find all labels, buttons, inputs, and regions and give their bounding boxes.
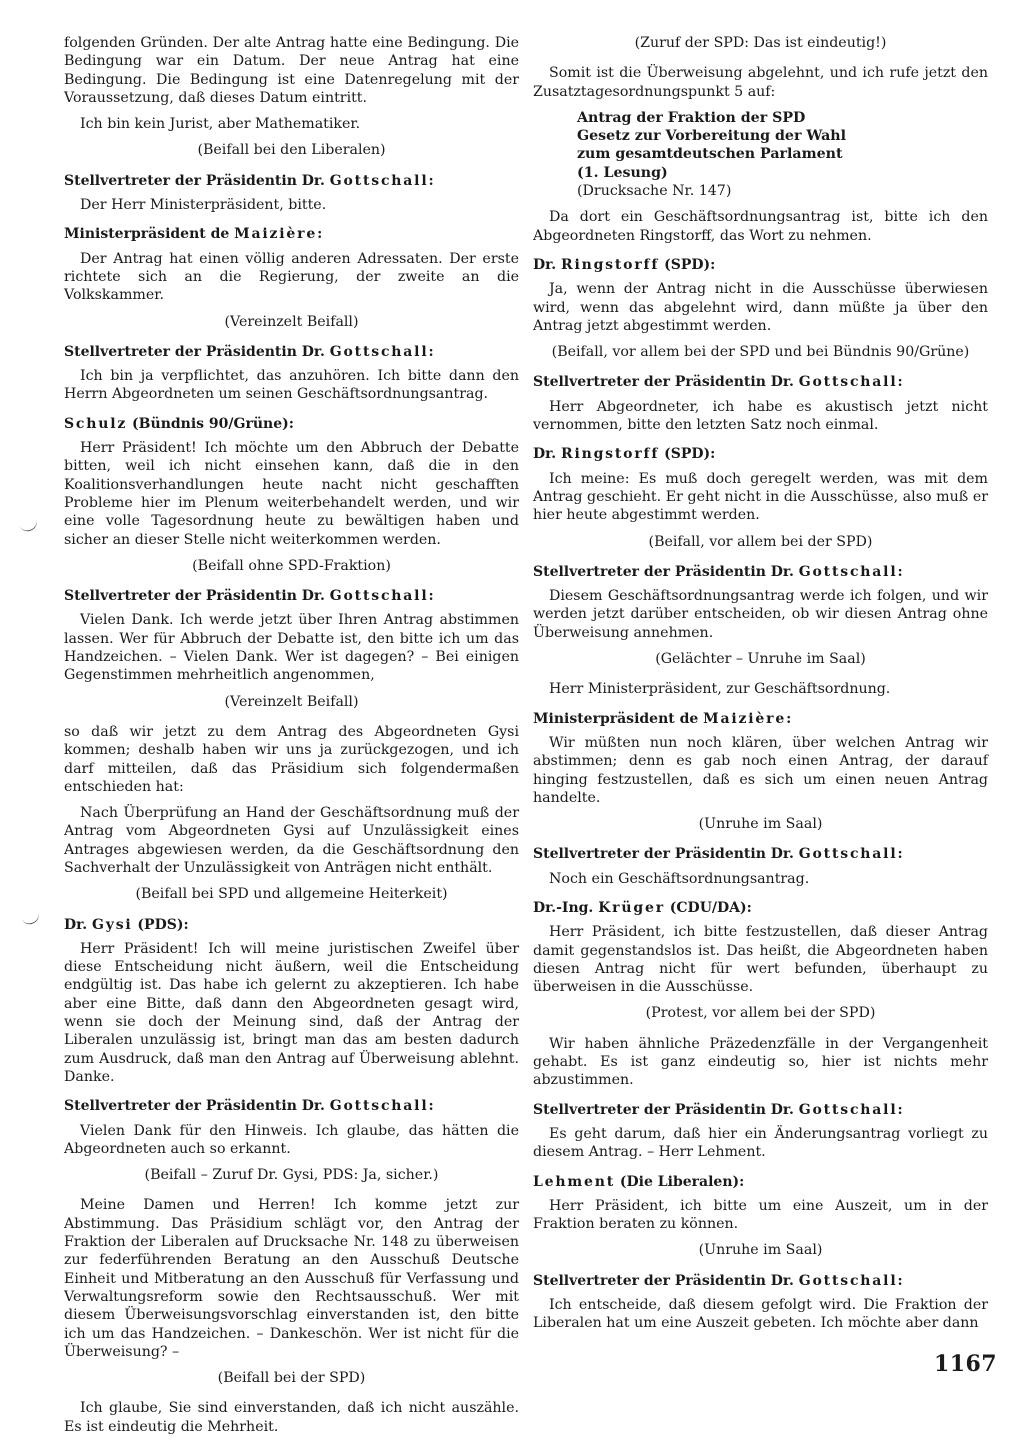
speaker-suffix: :: [428, 1098, 434, 1115]
paragraph: Es geht darum, daß hier ein Änderungsantrag vorliegt zu diesem Antrag. – Herr Lehment.: [533, 1125, 988, 1161]
speaker-suffix: :: [897, 1101, 903, 1118]
speaker-role: Stellvertreter der Präsidentin Dr.: [64, 343, 325, 360]
speaker-heading: [64, 172, 519, 190]
agenda-item-line: (1. Lesung): [577, 164, 668, 181]
speaker-heading: [533, 1272, 988, 1290]
agenda-item-line: zum gesamtdeutschen Parlament: [577, 146, 843, 163]
reaction-note: (Vereinzelt Beifall): [224, 313, 359, 330]
paragraph: Herr Abgeordneter, ich habe es akustisch jetzt nicht vernommen, bitte den letzten Satz noch einmal.: [533, 398, 988, 434]
speaker-suffix: (Bündnis 90/Grüne):: [127, 415, 294, 432]
speaker-role: Stellvertreter der Präsidentin Dr.: [533, 563, 794, 580]
agenda-item-line: Antrag der Fraktion der SPD: [577, 109, 806, 126]
paragraph: Herr Ministerpräsident, zur Geschäftsordnung.: [549, 681, 891, 698]
speaker-heading: [64, 225, 519, 243]
speaker-suffix: (PDS):: [132, 916, 189, 933]
speaker-role: Ministerpräsident de: [64, 226, 230, 243]
paragraph: Ja, wenn der Antrag nicht in die Ausschüsse überwiesen wird, wenn das abgelehnt wird, dann müßte ja über den Antrag jetzt abgestimmt werden.: [533, 281, 988, 334]
speaker-name: Gottschall: [798, 374, 898, 391]
speaker-role: Ministerpräsident de: [533, 710, 699, 727]
speaker-suffix: :: [897, 1272, 903, 1289]
paragraph: Herr Präsident! Ich möchte um den Abbruch der Debatte bitten, weil ich nicht einsehen kann, daß die in den Koalitionsverhandlungen heute nacht nicht geschafften Probleme hier im Plenum weiterbehandelt werden, und wir eine volle Tagesordnung heute zu bewältigen haben und sicher an dieser Stelle nicht weiterkommen werden.: [64, 440, 519, 548]
speaker-suffix: :: [786, 710, 792, 727]
paragraph: Ich bin ja verpflichtet, das anzuhören. Ich bitte dann den Herrn Abgeordneten um seinen Geschäftsordnungsantrag.: [64, 368, 519, 403]
speaker-suffix: (Die Liberalen):: [615, 1173, 745, 1190]
paragraph: Der Antrag hat einen völlig anderen Adressaten. Der erste richtete sich an die Regierung, der zweite an die Volkskammer.: [64, 250, 519, 304]
speaker-role: Stellvertreter der Präsidentin Dr.: [64, 1098, 325, 1115]
speaker-heading: [533, 256, 988, 274]
reaction-note: (Zuruf der SPD: Das ist eindeutig!): [634, 35, 887, 51]
speaker-name: Lehment: [533, 1173, 616, 1190]
speaker-name: Gottschall: [329, 1098, 429, 1115]
paragraph: folgenden Gründen. Der alte Antrag hatte eine Bedingung. Die Bedingung war ein Datum. Der neue Antrag hat eine Bedingung. Die Bedingung ist eine Datenregelung mit der Voraussetzung, daß dieses Datum eintritt.: [64, 35, 519, 106]
speaker-heading: [64, 916, 519, 934]
paragraph: Ich glaube, Sie sind einverstanden, daß ich nicht auszähle. Es ist eindeutig die Mehrheit.: [64, 1400, 519, 1435]
speaker-heading: [64, 587, 519, 605]
reaction-note: (Gelächter – Unruhe im Saal): [655, 651, 866, 668]
speaker-role: Stellvertreter der Präsidentin Dr.: [533, 374, 794, 391]
speaker-name: Gottschall: [798, 1272, 898, 1289]
speaker-role: Dr.: [533, 446, 557, 463]
paragraph: Herr Präsident, ich bitte festzustellen, daß dieser Antrag damit gegenstandslos ist. Das heißt, die Abgeordneten haben diesen Antrag nicht für wert befunden, überhaupt zu überweisen in die Ausschüsse.: [533, 924, 988, 996]
paragraph: Der Herr Ministerpräsident, bitte.: [80, 197, 327, 214]
speaker-suffix: (CDU/DA):: [664, 899, 752, 916]
paragraph: Nach Überprüfung an Hand der Geschäftsordnung muß der Antrag vom Abgeordneten Gysi auf Unzulässigkeit eines Antrages abgewiesen werden, da die Geschäftsordnung den Sachverhalt der Unzulässigkeit von Anträgen nicht enthält.: [64, 805, 519, 876]
speaker-name: Schulz: [64, 415, 128, 432]
margin-mark: [21, 910, 42, 927]
paragraph: Wir müßten nun noch klären, über welchen Antrag wir abstimmen; denn es gab noch einen Antrag, der darauf hinging festzustellen, daß es sich um einen neuen Antrag handelte.: [533, 734, 988, 806]
paragraph: Da dort ein Geschäftsordnungsantrag ist, bitte ich den Abgeordneten Ringstorff, das Wort zu nehmen.: [533, 209, 988, 244]
reaction-note: (Beifall bei SPD und allgemeine Heiterkeit): [135, 886, 448, 903]
speaker-suffix: :: [428, 588, 434, 605]
speaker-name: Gottschall: [329, 588, 429, 605]
speaker-name: Krüger: [598, 899, 665, 916]
agenda-item-document: (Drucksache Nr. 147): [577, 183, 732, 200]
paragraph: Diesem Geschäftsordnungsantrag werde ich folgen, und wir werden jetzt darüber entscheiden, ob wir diesen Antrag ohne Überweisung annehmen.: [533, 588, 988, 641]
speaker-name: Gysi: [91, 916, 133, 933]
margin-mark: [19, 517, 40, 534]
paragraph: so daß wir jetzt zu dem Antrag des Abgeordneten Gysi kommen; deshalb haben wir uns ja zurückgezogen, und ich darf mitteilen, daß das Präsidium sich folgendermaßen entschieden hat:: [64, 723, 519, 795]
speaker-name: Gottschall: [329, 172, 429, 189]
speaker-suffix: (SPD):: [659, 446, 716, 463]
speaker-name: Gottschall: [329, 343, 429, 360]
speaker-name: Gottschall: [798, 846, 898, 863]
speaker-heading: [533, 1101, 988, 1119]
paragraph: Ich bin kein Jurist, aber Mathematiker.: [80, 116, 361, 133]
speaker-role: Dr.: [533, 256, 557, 273]
reaction-note: (Beifall – Zuruf Dr. Gysi, PDS: Ja, sicher.): [144, 1167, 439, 1184]
reaction-note: (Beifall bei der SPD): [217, 1370, 366, 1387]
paragraph: Noch ein Geschäftsordnungsantrag.: [549, 870, 810, 887]
speaker-suffix: :: [897, 374, 903, 391]
paragraph: Vielen Dank für den Hinweis. Ich glaube, das hätten die Abgeordneten auch so erkannt.: [64, 1122, 519, 1157]
speaker-name: Maizière: [703, 710, 787, 727]
left-column: [64, 34, 519, 1444]
reaction-note: (Beifall, vor allem bei der SPD und bei Bündnis 90/Grüne): [551, 344, 970, 361]
speaker-suffix: :: [897, 846, 903, 863]
paragraph: Ich entscheide, daß diesem gefolgt wird. Die Fraktion der Liberalen hat um eine Auszeit gebeten. Ich möchte aber dann: [533, 1297, 988, 1332]
paragraph: Wir haben ähnliche Präzedenzfälle in der Vergangenheit gehabt. Es ist ganz eindeutig so, hier ist nichts mehr abzustimmen.: [533, 1035, 988, 1089]
speaker-suffix: :: [428, 343, 434, 360]
reaction-note: (Unruhe im Saal): [698, 816, 823, 833]
reaction-note: (Beifall, vor allem bei der SPD): [648, 533, 873, 550]
reaction-note: (Unruhe im Saal): [698, 1242, 823, 1259]
speaker-heading: [533, 373, 988, 391]
speaker-suffix: :: [897, 563, 903, 580]
speaker-name: Gottschall: [798, 1101, 898, 1118]
paragraph: Herr Präsident! Ich will meine juristischen Zweifel über diese Entscheidung nicht äußern, weil die Entscheidung endgültig ist. Das habe ich gelernt zu akzeptieren. Ich habe aber eine Bitte, daß dann den Abgeordneten gesagt wird, wenn sie doch der Meinung sind, daß der Antrag der Liberalen unzulässig ist, bringt man das am besten dadurch zum Ausdruck, daß man den Antrag auf Überweisung ablehnt. Danke.: [64, 940, 519, 1085]
speaker-heading: [533, 445, 988, 463]
paragraph: Meine Damen und Herren! Ich komme jetzt zur Abstimmung. Das Präsidium schlägt vor, den Antrag der Fraktion der Liberalen auf Drucksache Nr. 148 zu überweisen zur federführenden Beratung an den Ausschuß Deutsche Einheit und Mitberatung an den Ausschuß für Verfassung und Verwaltungsreform sowie den Rechtsausschuß. Wer mit diesem Überweisungsvorschlag einverstanden ist, den bitte ich um das Handzeichen. – Dankeschön. Wer ist nicht für die Überweisung? –: [64, 1197, 519, 1360]
right-column: [533, 34, 988, 1341]
speaker-suffix: (SPD):: [659, 256, 716, 273]
reaction-note: (Protest, vor allem bei der SPD): [645, 1005, 876, 1022]
speaker-role: Dr.-Ing.: [533, 899, 594, 916]
paragraph: Herr Präsident, ich bitte um eine Auszeit, um in der Fraktion beraten zu können.: [533, 1197, 988, 1233]
reaction-note: (Beifall ohne SPD-Fraktion): [192, 557, 391, 574]
speaker-role: Dr.: [64, 916, 88, 933]
reaction-note: (Vereinzelt Beifall): [224, 693, 359, 710]
speaker-name: Ringstorff: [560, 446, 660, 463]
speaker-heading: [64, 343, 519, 361]
speaker-role: Stellvertreter der Präsidentin Dr.: [64, 588, 325, 605]
speaker-role: Stellvertreter der Präsidentin Dr.: [533, 1272, 794, 1289]
speaker-name: Maizière: [234, 226, 318, 243]
speaker-heading: [64, 1097, 519, 1115]
page-number: 1167: [934, 1351, 997, 1377]
paragraph: Vielen Dank. Ich werde jetzt über Ihren Antrag abstimmen lassen. Wer für Abbruch der Debatte ist, den bitte ich um das Handzeichen. – Vielen Dank. Wer ist dagegen? – Bei einigen Gegenstimmen mehrheitlich angenommen,: [64, 612, 519, 684]
speaker-name: Ringstorff: [560, 256, 660, 273]
agenda-item: [577, 109, 988, 200]
paragraph: Ich meine: Es muß doch geregelt werden, was mit dem Antrag geschieht. Er geht nicht in die Ausschüsse, also muß er hier heute abgestimmt werden.: [533, 470, 988, 524]
speaker-suffix: :: [428, 172, 434, 189]
reaction-note: (Beifall bei den Liberalen): [197, 142, 386, 159]
agenda-item-line: Gesetz zur Vorbereitung der Wahl: [577, 128, 846, 145]
paragraph: Somit ist die Überweisung abgelehnt, und ich rufe jetzt den Zusatztagesordnungspunkt 5 auf:: [533, 65, 988, 100]
speaker-heading: [533, 563, 988, 581]
speaker-heading: [533, 1173, 988, 1191]
speaker-role: Stellvertreter der Präsidentin Dr.: [64, 172, 325, 189]
speaker-heading: [64, 415, 519, 433]
speaker-name: Gottschall: [798, 563, 898, 580]
speaker-suffix: :: [317, 226, 323, 243]
speaker-heading: [533, 710, 988, 728]
speaker-heading: [533, 899, 988, 917]
speaker-heading: [533, 845, 988, 863]
speaker-role: Stellvertreter der Präsidentin Dr.: [533, 1101, 794, 1118]
speaker-role: Stellvertreter der Präsidentin Dr.: [533, 846, 794, 863]
